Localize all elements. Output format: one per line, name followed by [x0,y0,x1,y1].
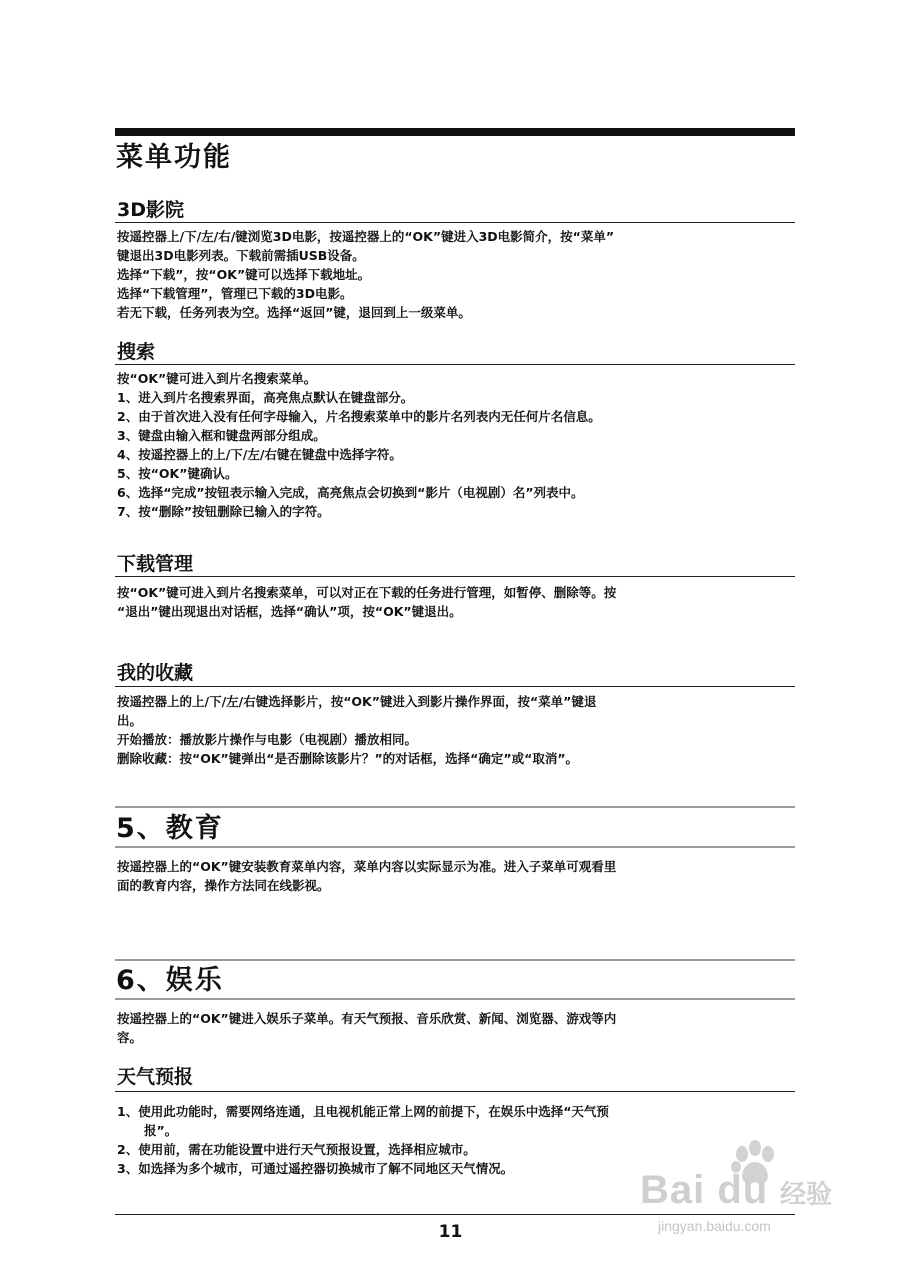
text-line: 出。 [117,713,143,728]
text-line: 面的教育内容，操作方法同在线影视。 [117,878,330,893]
page-number: 11 [438,1222,463,1242]
baidu-jingyan-watermark [640,1140,860,1234]
watermark-logo-text: Bai du [640,1168,769,1212]
section-rule [115,364,795,365]
section-body-3d-cinema [117,227,799,322]
text-line: 按“OK”键可进入到片名搜索菜单，可以对正在下载的任务进行管理，如暂停、删除等。按 [117,585,617,600]
text-line: 按遥控器上的上/下/左/右键选择影片，按“OK”键进入到影片操作界面，按“菜单”键退 [117,694,597,709]
section-heading-3d-cinema: 3D影院 [117,199,184,221]
section-heading-search: 搜索 [117,341,156,363]
section-heading-download-manager: 下载管理 [117,553,194,575]
watermark-url: jingyan.baidu.com [658,1218,771,1234]
watermark-cn-text: 经验 [780,1180,833,1210]
list-item: 3、如选择为多个城市，可通过遥控器切换城市了解不同地区天气情况。 [117,1161,514,1176]
chapter-heading-education: 5、教育 [116,813,224,844]
page-title: 菜单功能 [116,142,232,173]
list-item: 2、使用前，需在功能设置中进行天气预报设置，选择相应城市。 [117,1142,476,1157]
list-item: 4、按遥控器上的上/下/左/右键在键盘中选择字符。 [117,447,402,462]
section-heading-weather: 天气预报 [117,1066,194,1088]
section-body-entertainment [117,1009,799,1047]
list-item: 3、键盘由输入框和键盘两部分组成。 [117,428,326,443]
top-heavy-rule [115,128,795,136]
section-body-favorites [117,692,799,768]
section-rule [115,1091,795,1092]
list-item: 1、进入到片名搜索界面，高亮焦点默认在键盘部分。 [117,390,414,405]
chapter-heading-entertainment: 6、娱乐 [116,965,224,996]
text-line: 按遥控器上的“OK”键安装教育菜单内容，菜单内容以实际显示为准。进入子菜单可观看里 [117,859,617,874]
list-item-continuation: 报”。 [144,1123,178,1138]
section-body-education [117,857,799,895]
list-item: 7、按“删除”按钮删除已输入的字符。 [117,504,330,519]
text-line: 容。 [117,1030,143,1045]
text-line: “退出”键出现退出对话框，选择“确认”项，按“OK”键退出。 [117,604,462,619]
section-heading-favorites: 我的收藏 [117,662,194,684]
section-body-search [117,369,799,521]
list-item: 5、按“OK”键确认。 [117,466,238,481]
text-line: 按遥控器上的“OK”键进入娱乐子菜单。有天气预报、音乐欣赏、新闻、浏览器、游戏等内 [117,1011,617,1026]
text-line: 选择“下载管理”，管理已下载的3D电影。 [117,286,353,301]
section-body-download-manager [117,583,799,621]
text-line: 开始播放：播放影片操作与电影（电视剧）播放相同。 [117,732,418,747]
chapter-rule [115,959,795,961]
text-line: 键退出3D电影列表。下载前需插USB设备。 [117,248,365,263]
chapter-rule [115,998,795,1000]
section-rule [115,222,795,223]
section-rule [115,686,795,687]
list-item: 1、使用此功能时，需要网络连通，且电视机能正常上网的前提下，在娱乐中选择“天气预 [117,1104,609,1119]
list-item: 6、选择“完成”按钮表示输入完成，高亮焦点会切换到“影片（电视剧）名”列表中。 [117,485,584,500]
chapter-rule [115,846,795,848]
text-line: 选择“下载”，按“OK”键可以选择下载地址。 [117,267,371,282]
text-line: 若无下载，任务列表为空。选择“返回”键，退回到上一级菜单。 [117,305,471,320]
chapter-rule [115,806,795,808]
section-rule [115,576,795,577]
list-item: 2、由于首次进入没有任何字母输入，片名搜索菜单中的影片名列表内无任何片名信息。 [117,409,601,424]
text-line: 按“OK”键可进入到片名搜索菜单。 [117,371,317,386]
text-line: 删除收藏：按“OK”键弹出“是否删除该影片？”的对话框，选择“确定”或“取消”。 [117,751,579,766]
text-line: 按遥控器上/下/左/右/键浏览3D电影，按遥控器上的“OK”键进入3D电影简介，按“菜单” [117,229,615,244]
